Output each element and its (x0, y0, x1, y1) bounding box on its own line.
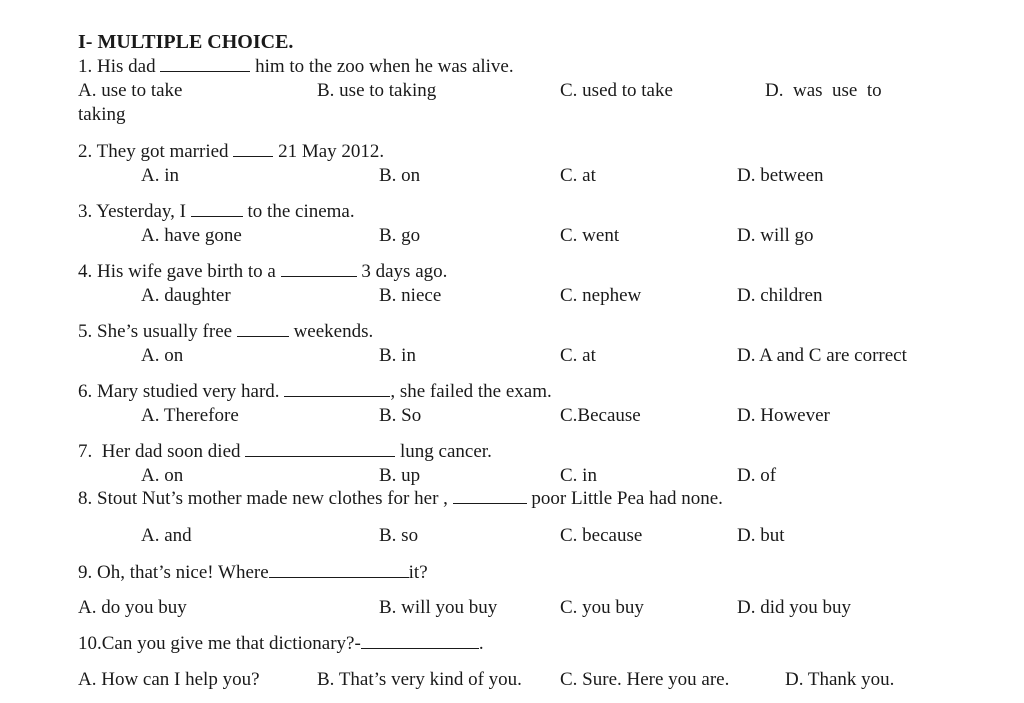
question-10-option-a: A. How can I help you? (78, 669, 260, 690)
question-4-stem (78, 261, 447, 283)
question-3-option-b: B. go (379, 225, 421, 246)
question-6-option-a: A. Therefore (141, 405, 239, 426)
question-10-text-before: 10.Can you give me that dictionary?- (78, 633, 361, 654)
question-6-text-after: , she failed the exam. (390, 381, 552, 402)
question-6-option-d: D. However (737, 405, 830, 426)
question-5-option-a: A. on (141, 345, 184, 366)
top-border (0, 0, 1024, 3)
question-5-text-before: 5. She’s usually free (78, 321, 233, 342)
question-10-option-b: B. That’s very kind of you. (317, 669, 522, 690)
question-6-text-before: 6. Mary studied very hard. (78, 381, 280, 402)
question-8-text-before: 8. Stout Nut’s mother made new clothes for her , (78, 488, 448, 509)
question-10-stem (78, 633, 484, 655)
question-1-option-d: D. was use to (765, 80, 882, 101)
question-4-option-d: D. children (737, 285, 823, 306)
question-2-blank (233, 141, 273, 157)
question-4-blank (281, 261, 357, 277)
question-7-text-before: 7. Her dad soon died (78, 441, 241, 462)
question-4-text-after: 3 days ago. (361, 261, 448, 282)
question-2-text-after: 21 May 2012. (278, 141, 385, 162)
question-8-blank (453, 488, 527, 504)
question-10-blank (361, 633, 479, 649)
question-6-blank (284, 381, 390, 397)
question-3-option-d: D. will go (737, 225, 814, 246)
question-1-stem (78, 56, 514, 78)
question-4-text-before: 4. His wife gave birth to a (78, 261, 276, 282)
question-2-option-c: C. at (560, 165, 596, 186)
question-9-option-b: B. will you buy (379, 597, 498, 618)
question-3-option-a: A. have gone (141, 225, 242, 246)
question-9-text-before: 9. Oh, that’s nice! Where (78, 562, 269, 583)
question-1-option-a: A. use to take (78, 80, 183, 101)
question-6-option-b: B. So (379, 405, 422, 426)
question-9-option-a: A. do you buy (78, 597, 187, 618)
question-7-option-a: A. on (141, 465, 184, 486)
question-9-blank (269, 562, 409, 578)
question-8-option-c: C. because (560, 525, 643, 546)
question-3-option-c: C. went (560, 225, 620, 246)
question-6-stem (78, 381, 552, 403)
question-10-option-c: C. Sure. Here you are. (560, 669, 730, 690)
question-8-stem (78, 488, 723, 510)
question-1-text-after: him to the zoo when he was alive. (255, 56, 514, 77)
question-1-option-c: C. used to take (560, 80, 673, 101)
question-10-option-d: D. Thank you. (785, 669, 895, 690)
question-3-stem (78, 201, 355, 223)
question-5-stem (78, 321, 373, 343)
question-7-option-d: D. of (737, 465, 777, 486)
question-1-blank (160, 56, 250, 72)
question-4-option-c: C. nephew (560, 285, 642, 306)
question-7-blank (245, 441, 395, 457)
question-2-option-b: B. on (379, 165, 421, 186)
question-5-option-c: C. at (560, 345, 596, 366)
question-9-option-d: D. did you buy (737, 597, 851, 618)
question-2-option-d: D. between (737, 165, 824, 186)
question-7-option-b: B. up (379, 465, 421, 486)
question-5-blank (237, 321, 289, 337)
question-4-option-b: B. niece (379, 285, 442, 306)
question-1-option-b: B. use to taking (317, 80, 437, 101)
question-6-option-c: C.Because (560, 405, 641, 426)
question-3-text-before: 3. Yesterday, I (78, 201, 187, 222)
question-5-text-after: weekends. (293, 321, 374, 342)
question-9-option-c: C. you buy (560, 597, 644, 618)
section-title: I- MULTIPLE CHOICE. (78, 31, 294, 53)
question-9-stem (78, 562, 428, 584)
question-2-text-before: 2. They got married (78, 141, 229, 162)
question-1-option-d-wrap: taking (78, 104, 126, 125)
question-7-text-after: lung cancer. (400, 441, 492, 462)
question-8-option-a: A. and (141, 525, 192, 546)
question-3-text-after: to the cinema. (247, 201, 355, 222)
question-2-option-a: A. in (141, 165, 179, 186)
question-8-option-d: D. but (737, 525, 785, 546)
question-7-option-c: C. in (560, 465, 597, 486)
question-3-blank (191, 201, 243, 217)
question-8-option-b: B. so (379, 525, 419, 546)
question-5-option-b: B. in (379, 345, 416, 366)
question-4-option-a: A. daughter (141, 285, 231, 306)
question-10-text-after: . (478, 633, 484, 654)
question-1-text-before: 1. His dad (78, 56, 156, 77)
question-5-option-d: D. A and C are correct (737, 345, 907, 366)
question-7-stem (78, 441, 492, 463)
question-2-stem (78, 141, 384, 163)
question-9-text-after: it? (408, 562, 428, 583)
question-8-text-after: poor Little Pea had none. (531, 488, 723, 509)
